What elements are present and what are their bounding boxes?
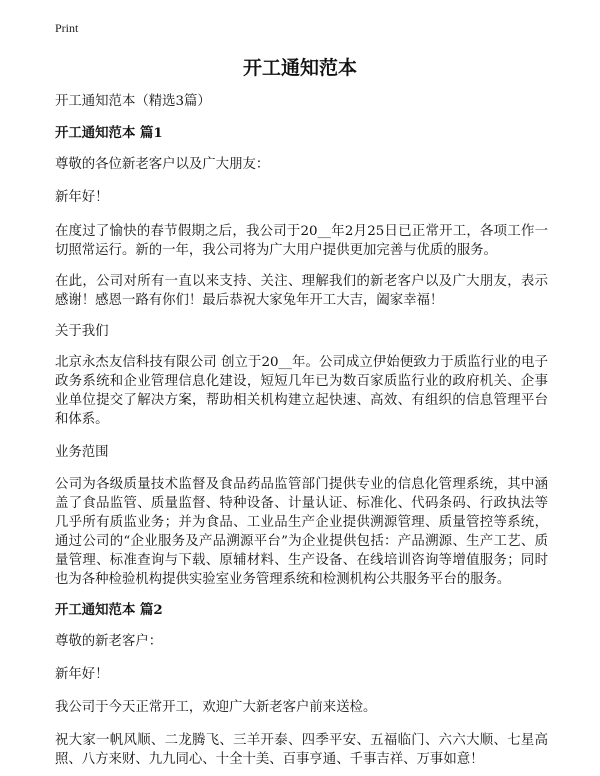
section2-heading: 开工通知范本 篇2 (55, 602, 163, 618)
about-text: 北京永杰友信科技有限公司 创立于20__年。公司成立伊始便致力于质监行业的电子政务系统和企业管理信息化建设，短短几年已为数百家质监行业的政府机关、企事业单位提交了解决方案，帮助相关机构建立起快速、高效、有组织的信息管理平台和体系。 (55, 355, 548, 427)
section2-newyear: 新年好！ (55, 667, 109, 682)
section2-paragraph-2: 祝大家一帆风顺、二龙腾飞、三羊开泰、四季平安、五福临门、六六大顺、七星高照、八方来财、九九同心、十全十美、百事亨通、千事吉祥、万事如意！ (55, 733, 548, 767)
about-heading: 关于我们 (55, 324, 109, 339)
scope-heading: 业务范围 (55, 445, 109, 460)
section1-newyear: 新年好！ (55, 190, 109, 205)
section2-greeting: 尊敬的新老客户： (55, 634, 163, 649)
document-body (55, 92, 548, 769)
page-title: 开工通知范本 (242, 57, 357, 79)
print-link[interactable]: Print (55, 21, 79, 35)
section1-heading: 开工通知范本 篇1 (55, 125, 163, 141)
section2-paragraph-1: 我公司于今天正常开工，欢迎广大新老客户前来送检。 (55, 700, 377, 715)
section1-paragraph-2: 在此，公司对所有一直以来支持、关注、理解我们的新老客户以及广大朋友，表示感谢！感恩一路有你们！最后恭祝大家兔年开工大吉，阖家幸福！ (55, 274, 548, 308)
section1-greeting: 尊敬的各位新老客户以及广大朋友： (55, 157, 270, 172)
section1-paragraph-1: 在度过了愉快的春节假期之后，我公司于20__年2月25日已正常开工，各项工作一切照常运行。新的一年，我公司将为广大用户提供更加完善与优质的服务。 (55, 224, 548, 258)
scope-text: 公司为各级质量技术监督及食品药品监管部门提供专业的信息化管理系统，其中涵盖了食品监管、质量监督、特种设备、计量认证、标准化、代码条码、行政执法等几乎所有质监业务；并为食品、工业品生产企业提供溯源管理、质量管控等系统，通过公司的“企业服务及产品溯源平台”为企业提供包括：产品溯源、生产工艺、质量管理、标准查询与下载、原辅材料、生产设备、在线培训咨询等增值服务；同时也为各种检验机构提供实验室业务管理系统和检测机构公共服务平台的服务。 (55, 477, 548, 587)
intro-text: 开工通知范本（精选3篇） (55, 94, 211, 109)
